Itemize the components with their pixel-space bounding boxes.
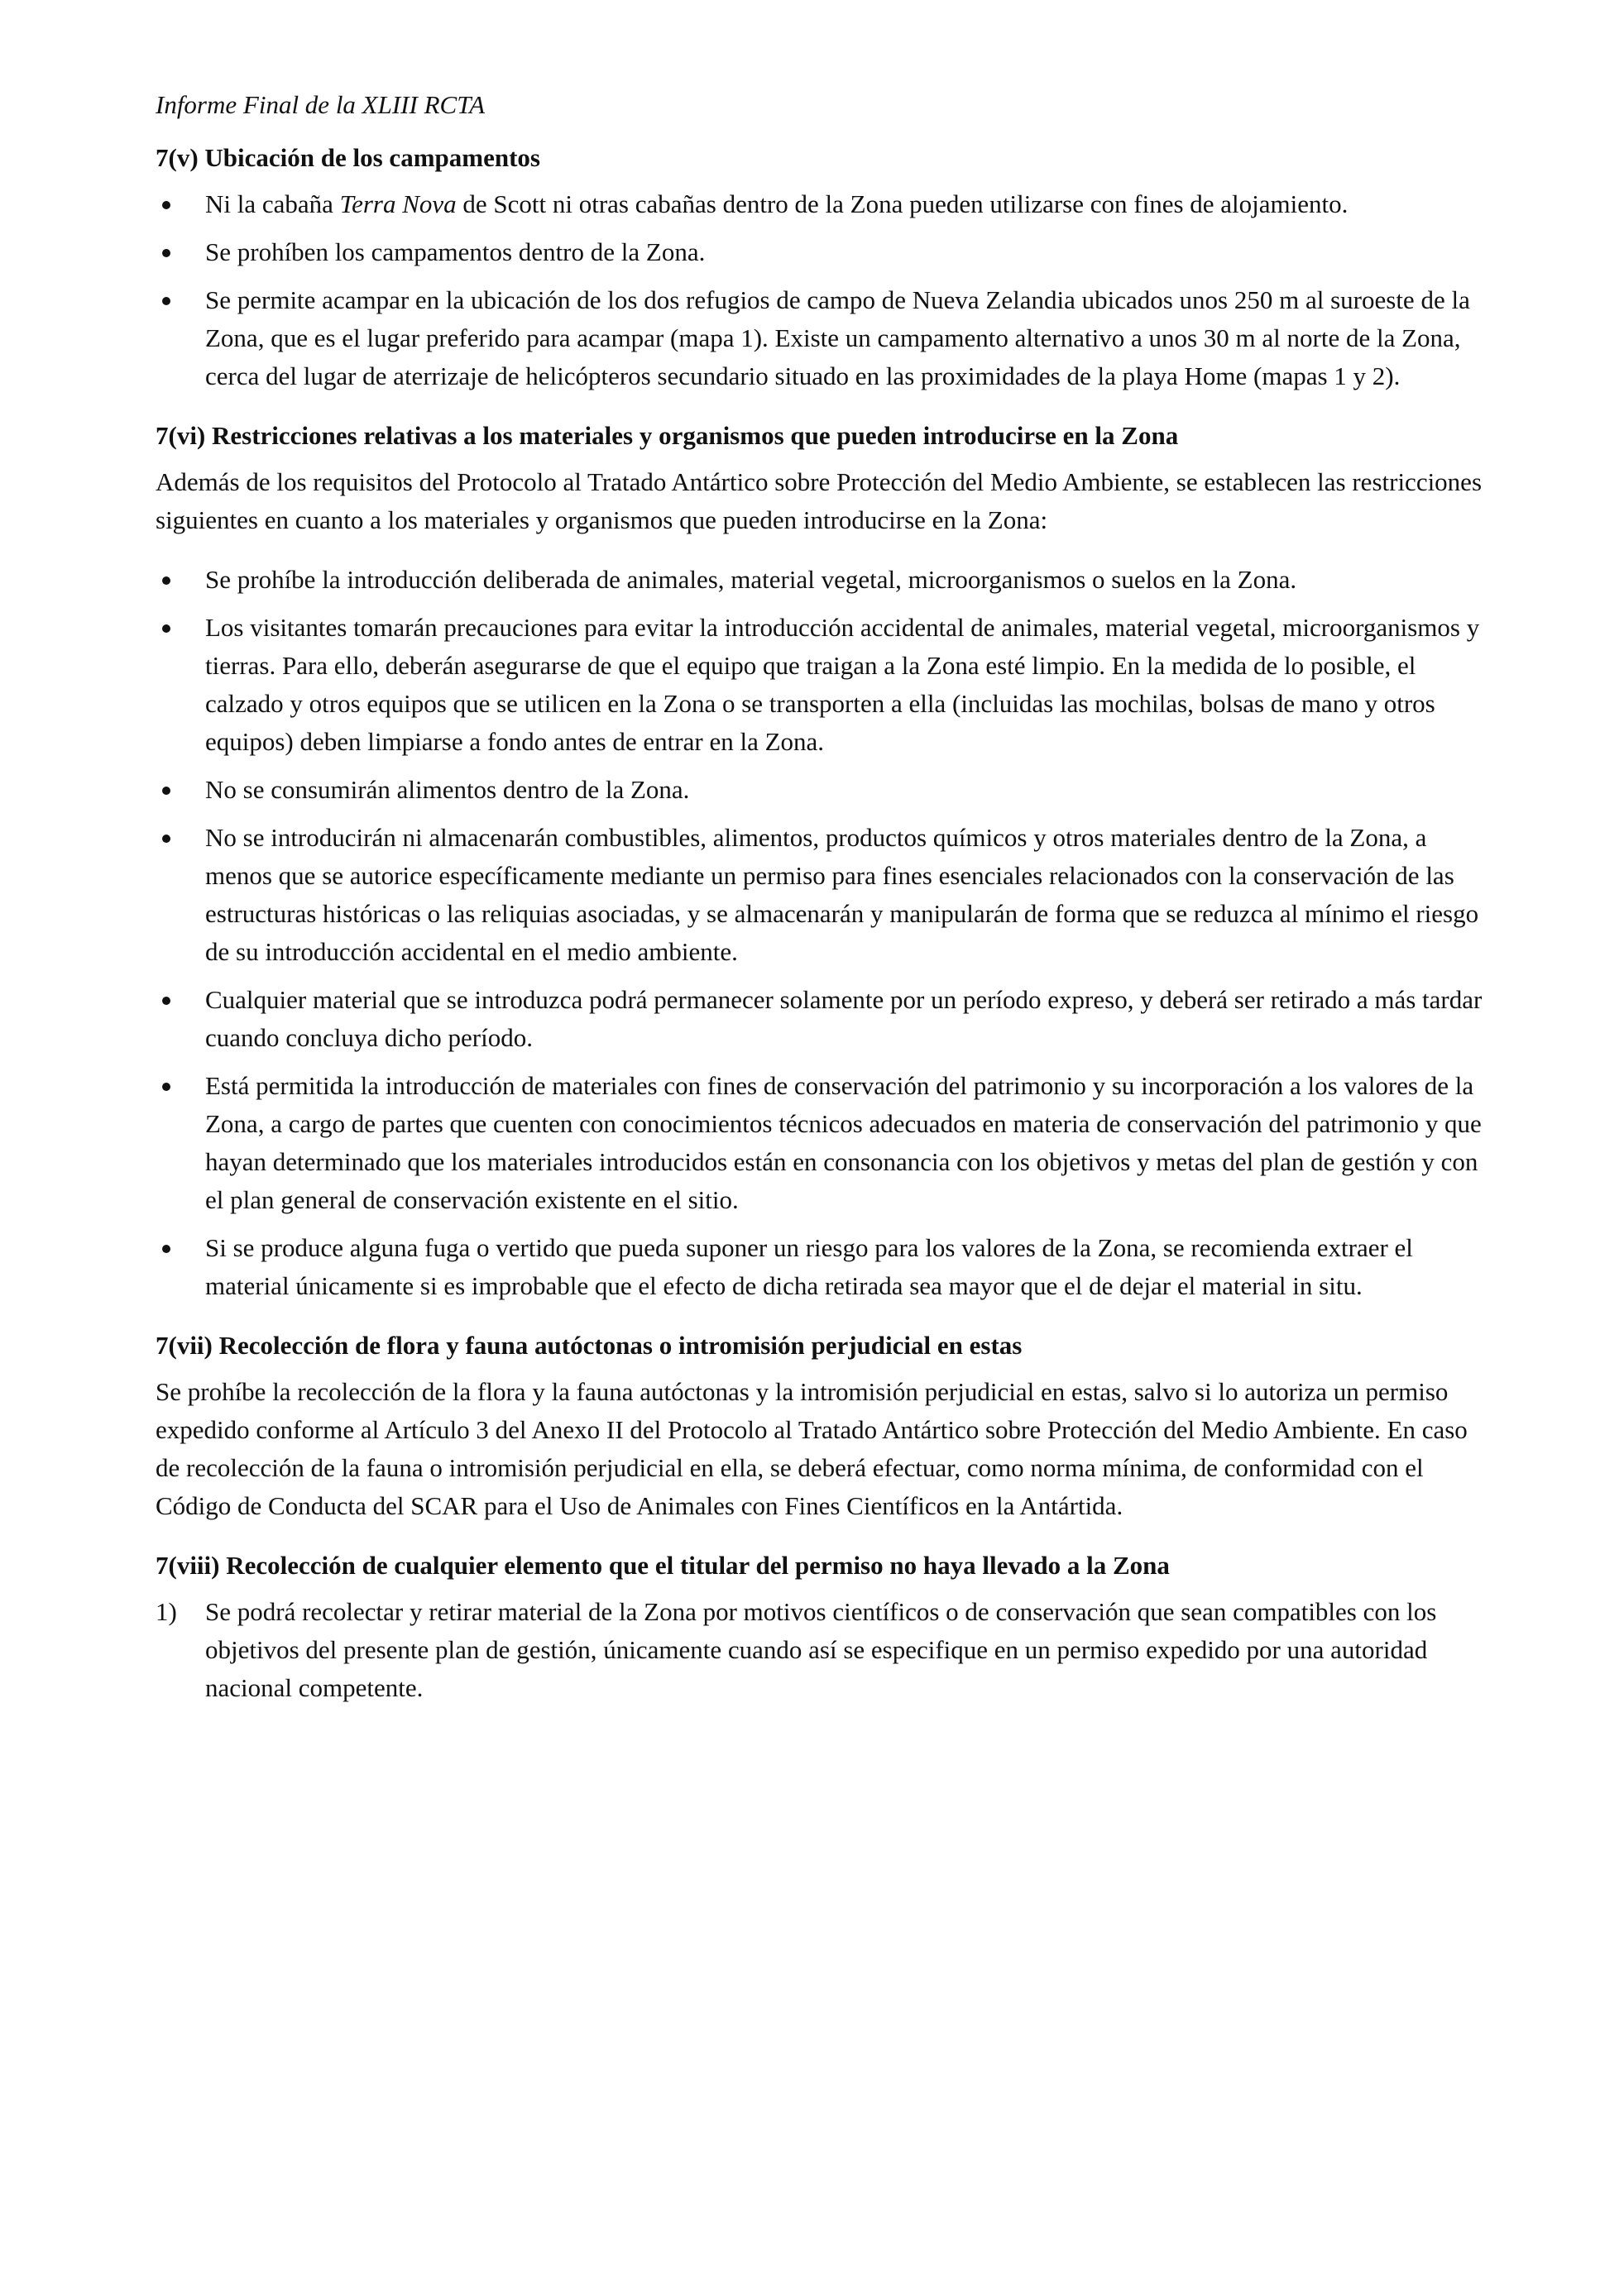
section-heading: 7(v) Ubicación de los campamentos bbox=[156, 143, 540, 172]
list-item bbox=[156, 1593, 1489, 1707]
list-item: No se consumirán alimentos dentro de la Zona. bbox=[156, 771, 1489, 809]
section-recoleccion-flora-fauna bbox=[156, 1327, 1489, 1525]
list-item-text: de Scott ni otras cabañas dentro de la Zona pueden utilizarse con fines de alojamiento. bbox=[456, 189, 1349, 218]
list-item: Se prohíben los campamentos dentro de la Zona. bbox=[156, 233, 1489, 271]
running-header: Informe Final de la XLIII RCTA bbox=[156, 90, 486, 119]
list-item-text: Ni la cabaña bbox=[205, 189, 340, 218]
numbered-list bbox=[156, 1593, 1489, 1707]
section-heading: 7(vii) Recolección de flora y fauna autóctonas o intromisión perjudicial en estas bbox=[156, 1331, 1023, 1360]
list-item: Cualquier material que se introduzca podrá permanecer solamente por un período expreso, y deberá ser retirado a más tardar cuando concluya dicho período. bbox=[156, 981, 1489, 1057]
section-restricciones-materiales bbox=[156, 417, 1489, 1305]
list-number: 1) bbox=[156, 1597, 177, 1626]
bullet-list bbox=[156, 561, 1489, 1305]
list-item: Se permite acampar en la ubicación de los dos refugios de campo de Nueva Zelandia ubicados unos 250 m al suroeste de la Zona, que es el lugar preferido para acampar (mapa 1). Existe un campamento alternativo a unos 30 m al norte de la Zona, cerca del lugar de aterrizaje de helicópteros secundario situado en las proximidades de la playa Home (mapas 1 y 2). bbox=[156, 281, 1489, 395]
list-item: Está permitida la introducción de materiales con fines de conservación del patrimonio y su incorporación a los valores de la Zona, a cargo de partes que cuenten con conocimientos técnicos adecuados en materia de conservación del patrimonio y que hayan determinado que los materiales introducidos están en consonancia con los objetivos y metas del plan de gestión y con el plan general de conservación existente en el sitio. bbox=[156, 1067, 1489, 1219]
list-item-text: Se podrá recolectar y retirar material de la Zona por motivos científicos o de conservación que sean compatibles con los objetivos del presente plan de gestión, únicamente cuando así se especifique en un permiso expedido por una autoridad nacional competente. bbox=[205, 1597, 1437, 1702]
list-item: Si se produce alguna fuga o vertido que pueda suponer un riesgo para los valores de la Zona, se recomienda extraer el material únicamente si es improbable que el efecto de dicha retirada sea mayor que el de dejar el material in situ. bbox=[156, 1229, 1489, 1305]
section-heading: 7(viii) Recolección de cualquier elemento que el titular del permiso no haya llevado a la Zona bbox=[156, 1551, 1170, 1580]
section-campamentos bbox=[156, 139, 1489, 395]
list-item: No se introducirán ni almacenarán combustibles, alimentos, productos químicos y otros materiales dentro de la Zona, a menos que se autorice específicamente mediante un permiso para fines esenciales relacionados con la conservación de las estructuras históricas o las reliquias asociadas, y se almacenarán y manipularán de forma que se reduzca al mínimo el riesgo de su introducción accidental en el medio ambiente. bbox=[156, 819, 1489, 971]
section-heading: 7(vi) Restricciones relativas a los materiales y organismos que pueden introducirse en la Zona bbox=[156, 421, 1179, 450]
list-item: Los visitantes tomarán precauciones para evitar la introducción accidental de animales, material vegetal, microorganismos y tierras. Para ello, deberán asegurarse de que el equipo que traigan a la Zona esté limpio. En la medida de lo posible, el calzado y otros equipos que se utilicen en la Zona o se transporten a ella (incluidas las mochilas, bolsas de mano y otros equipos) deben limpiarse a fondo antes de entrar en la Zona. bbox=[156, 609, 1489, 761]
list-item: Se prohíbe la introducción deliberada de animales, material vegetal, microorganismos o suelos en la Zona. bbox=[156, 561, 1489, 599]
paragraph: Se prohíbe la recolección de la flora y la fauna autóctonas y la intromisión perjudicial en estas, salvo si lo autoriza un permiso expedido conforme al Artículo 3 del Anexo II del Protocolo al Tratado Antártico sobre Protección del Medio Ambiente. En caso de recolección de la fauna o intromisión perjudicial en ella, se deberá efectuar, como norma mínima, de conformidad con el Código de Conducta del SCAR para el Uso de Animales con Fines Científicos en la Antártida. bbox=[156, 1377, 1468, 1520]
paragraph: Además de los requisitos del Protocolo al Tratado Antártico sobre Protección del Medio Ambiente, se establecen las restricciones siguientes en cuanto a los materiales y organismos que pueden introducirse en la Zona: bbox=[156, 467, 1483, 534]
bullet-list bbox=[156, 185, 1489, 395]
italic-text: Terra Nova bbox=[339, 189, 457, 218]
document-page bbox=[156, 86, 1489, 1729]
section-recoleccion-elementos bbox=[156, 1547, 1489, 1707]
list-item bbox=[156, 185, 1489, 223]
